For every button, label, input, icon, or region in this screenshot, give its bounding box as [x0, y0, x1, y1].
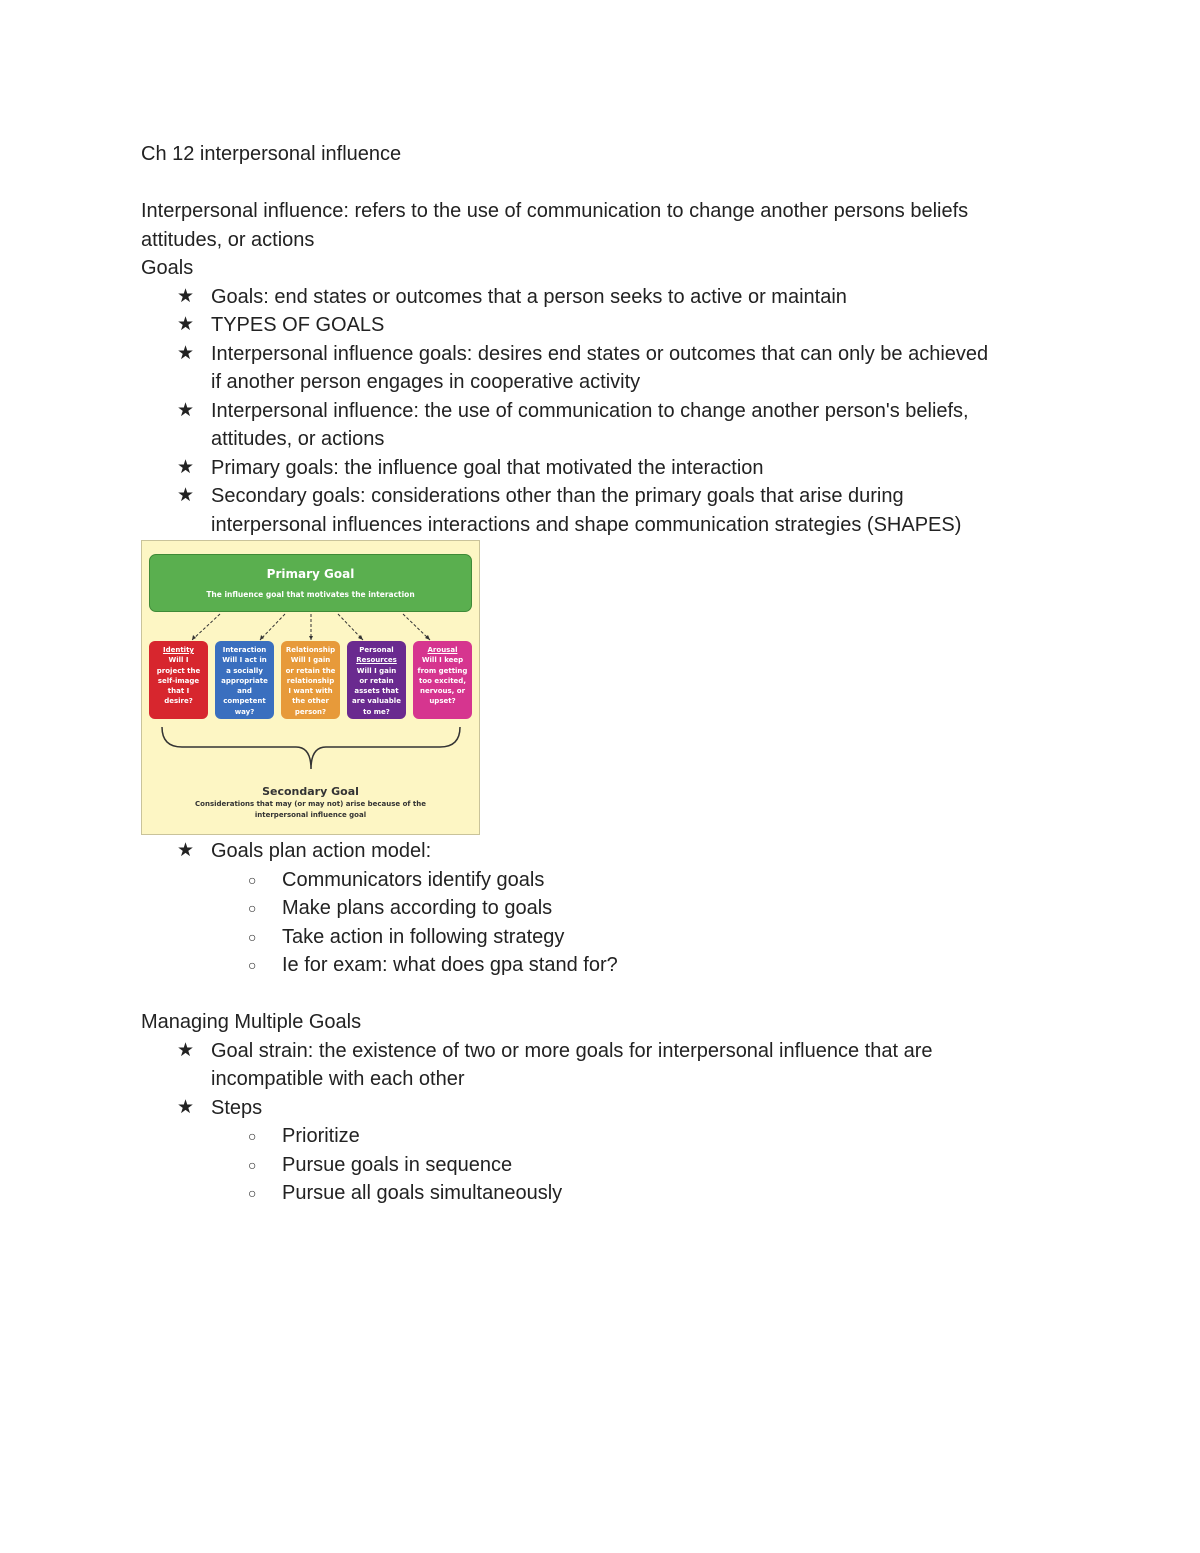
definition-line-1: Interpersonal influence: refers to the use of communication to change another persons beliefs [141, 200, 969, 222]
list-item: ★ Primary goals: the influence goal that motivated the interaction [141, 454, 1061, 483]
list-item: ★ TYPES OF GOALS [141, 311, 1061, 340]
secondary-goal-title: Secondary Goal [262, 785, 359, 798]
circle-bullet-icon: ○ [248, 871, 257, 888]
brace [162, 727, 460, 769]
star-bullet-icon: ★ [177, 285, 195, 307]
definition-line-2: attitudes, or actions [141, 228, 315, 251]
secondary-goal-subtitle: Considerations that may (or may not) arise because of the interpersonal influence goal [195, 800, 426, 819]
list-item: ★ Interpersonal influence: the use of communication to change another person's beliefs, attitudes, or actions [141, 397, 1061, 454]
list-item: ★ Goals plan action model: [141, 837, 1061, 866]
managing-heading: Managing Multiple Goals [141, 1011, 362, 1033]
connector-arousal [403, 614, 430, 640]
connector-interaction [260, 614, 285, 640]
circle-bullet-icon: ○ [248, 1185, 257, 1201]
star-bullet-icon: ★ [177, 1096, 195, 1118]
identity-box: Identity Will I project the self-image that I desire? [149, 641, 208, 719]
sub-list-item: ○ Pursue goals in sequence [141, 1151, 1061, 1180]
sub-list-item: ○ Make plans according to goals [141, 894, 1061, 923]
star-bullet-icon: ★ [177, 485, 195, 506]
circle-bullet-icon: ○ [248, 928, 257, 945]
list-item: ★ Steps [141, 1094, 1061, 1123]
spacer [141, 169, 1061, 198]
list-item: ★ Goal strain: the existence of two or more goals for interpersonal influence that are incompatible with each other [141, 1037, 1061, 1094]
star-bullet-icon: ★ [177, 840, 195, 861]
sub-list-item: ○ Pursue all goals simultaneously [141, 1179, 1061, 1208]
relationship-box: Relationship Will I gain or retain the relationship I want with the other person? [281, 641, 340, 719]
primary-goal-box [149, 554, 472, 612]
connector-resources [338, 614, 363, 640]
circle-bullet-icon: ○ [248, 1128, 257, 1144]
personal-resources-box: Personal Resources Will I gain or retain assets that are valuable to me? [347, 641, 406, 719]
primary-goal-subtitle: The influence goal that motivates the interaction [206, 590, 415, 599]
list-item: ★ Secondary goals: considerations other than the primary goals that arise during interpersonal influences interactions and shape communication strategies (SHAPES) [141, 482, 1061, 539]
document-page [141, 140, 1061, 1208]
connector-identity [192, 614, 220, 640]
arousal-box: Arousal Will I keep from getting too excited, nervous, or upset? [413, 641, 472, 719]
sub-list-item: ○ Ie for exam: what does gpa stand for? [141, 951, 1061, 980]
sub-list-item: ○ Take action in following strategy [141, 923, 1061, 952]
star-bullet-icon: ★ [177, 1039, 195, 1061]
circle-bullet-icon: ○ [248, 900, 257, 916]
page-title: Ch 12 interpersonal influence [141, 143, 402, 165]
spacer [141, 980, 1061, 1009]
primary-goal-title: Primary Goal [266, 567, 355, 581]
star-bullet-icon: ★ [177, 456, 195, 478]
star-bullet-icon: ★ [177, 399, 195, 421]
interaction-box: Interaction Will I act in a socially appropriate and competent way? [215, 641, 274, 719]
sub-list-item: ○ Prioritize [141, 1122, 1061, 1151]
circle-bullet-icon: ○ [248, 957, 257, 973]
circle-bullet-icon: ○ [248, 1156, 257, 1173]
goals-diagram [141, 540, 480, 835]
arrowhead [309, 636, 313, 640]
list-item: ★ Interpersonal influence goals: desires end states or outcomes that can only be achieved if another person engages in cooperative activity [141, 340, 1061, 397]
arrowhead [192, 635, 196, 640]
goals-heading: Goals [141, 257, 194, 279]
star-bullet-icon: ★ [177, 342, 195, 364]
star-bullet-icon: ★ [177, 314, 195, 335]
list-item: ★ Goals: end states or outcomes that a person seeks to active or maintain [141, 283, 1061, 312]
sub-list-item: ○ Communicators identify goals [141, 866, 1061, 895]
